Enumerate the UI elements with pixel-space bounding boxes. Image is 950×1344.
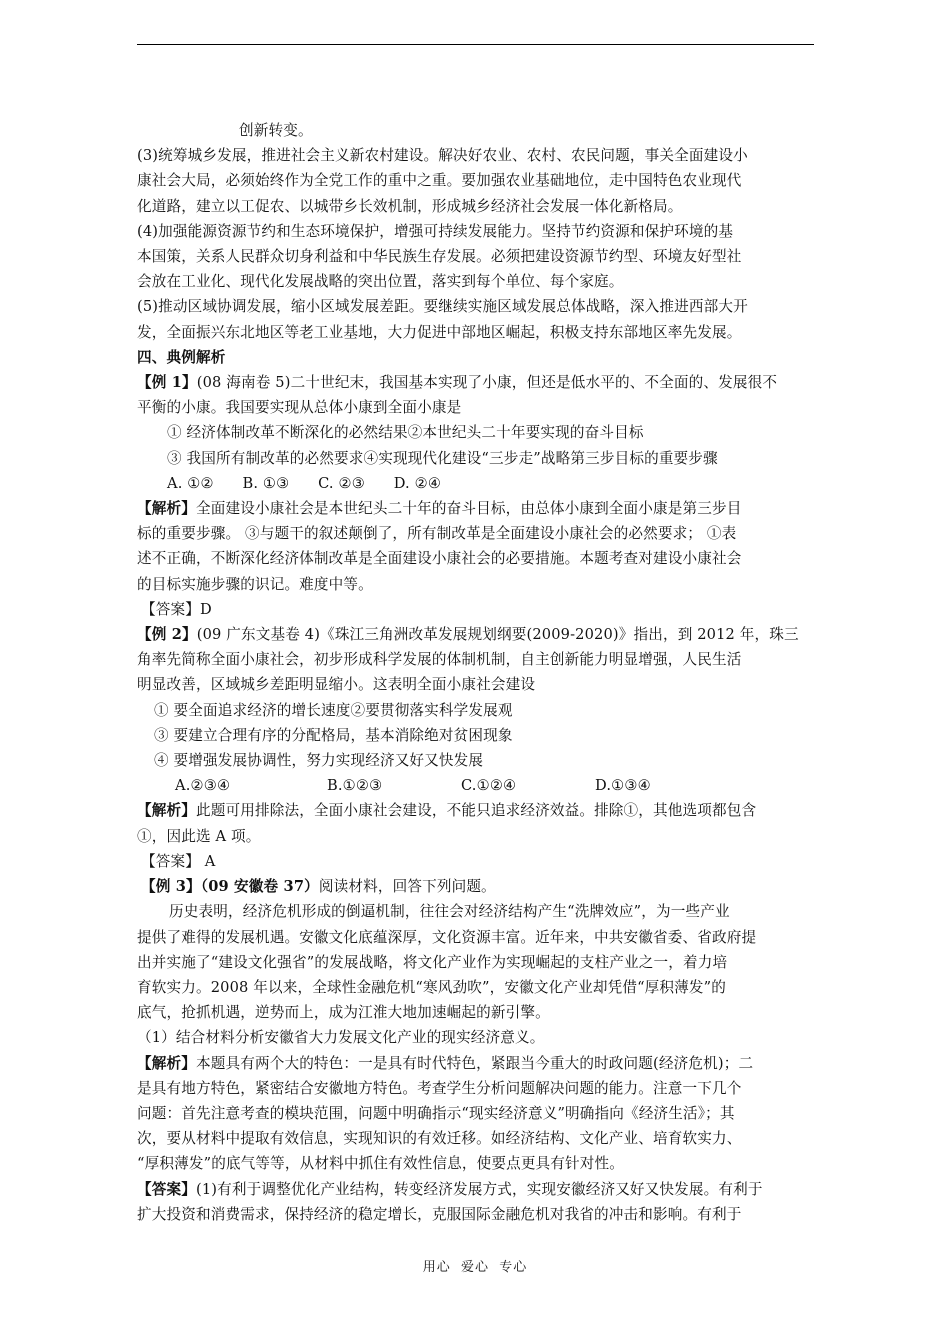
example-1-line <box>137 370 817 395</box>
text-line: 是具有地方特色，紧密结合安徽地方特色。考查学生分析问题解决问题的能力。注意一下几个 <box>137 1079 742 1097</box>
section-heading: 四、典例解析 <box>137 348 226 366</box>
answer-label: 【答案】 <box>137 1180 196 1198</box>
text-line: 本国策，关系人民群众切身利益和中华民族生存发展。必须把建设资源节约型、环境友好型社 <box>137 248 742 266</box>
analysis-text: 全面建设小康社会是本世纪头二十年的奋斗目标，由总体小康到全面小康是第三步目 <box>195 500 742 518</box>
text-line: 创新转变。 <box>239 122 313 139</box>
text-line: 化道路，建立以工促农、以城带乡长效机制，形成城乡经济社会发展一体化新格局。 <box>137 197 683 215</box>
example-text: (09 广东文基卷 4)《珠江三角洲改革发展规划纲要(2009-2020)》指出，到 2012 年，珠三 <box>196 626 799 644</box>
example-text: (08 海南卷 5)二十世纪末，我国基本实现了小康，但还是低水平的、不全面的、发展很不 <box>196 374 778 392</box>
text-line: 出并实施了“建设文化强省”的发展战略，将文化产业作为实现崛起的支柱产业之一，着力培 <box>137 953 728 971</box>
option-line: ① 经济体制改革不断深化的必然结果②本世纪头二十年要实现的奋斗目标 <box>167 424 644 442</box>
analysis-line <box>137 1051 817 1076</box>
choice-c: C.①②④ <box>461 777 517 795</box>
answer-line: 【答案】 A <box>141 852 216 870</box>
example-3-line <box>137 874 817 899</box>
text-line: (5)推动区域协调发展，缩小区域发展差距。要继续实施区域发展总体战略，深入推进西部大开 <box>137 298 748 316</box>
text-line: 提供了难得的发展机遇。安徽文化底蕴深厚，文化资源丰富。近年来，中共安徽省委、省政府提 <box>137 928 757 946</box>
analysis-text: 本题具有两个大的特色：一是具有时代特色，紧跟当今重大的时政问题(经济危机)；二 <box>195 1054 754 1072</box>
example-2-line <box>137 622 817 647</box>
option-line: ① 要全面追求经济的增长速度②要贯彻落实科学发展观 <box>154 701 513 719</box>
text-line: 的目标实施步骤的识记。难度中等。 <box>137 575 373 593</box>
choices-line <box>137 773 817 798</box>
text-line: “厚积薄发”的底气等等，从材料中抓住有效性信息，使要点更具有针对性。 <box>137 1155 625 1173</box>
text-line: 育软实力。2008 年以来，全球性金融危机“寒风劲吹”，安徽文化产业却凭借“厚积薄发”的 <box>137 978 727 996</box>
choice-d: D.①③④ <box>595 777 651 795</box>
text-line: 平衡的小康。我国要实现从总体小康到全面小康是 <box>137 399 462 417</box>
answer-line: 【答案】D <box>141 600 212 618</box>
option-line: ④ 要增强发展协调性，努力实现经济又好又快发展 <box>154 752 484 770</box>
text-line: 发，全面振兴东北地区等老工业基地，大力促进中部地区崛起，积极支持东部地区率先发展。 <box>137 323 742 341</box>
text-line: (3)统筹城乡发展，推进社会主义新农村建设。解决好农业、农村、农民问题，事关全面建设小 <box>137 147 748 165</box>
text-line: 标的重要步骤。 ③与题干的叙述颠倒了，所有制改革是全面建设小康社会的必然要求； ①表 <box>137 525 737 543</box>
text-line: 次，要从材料中提取有效信息，实现知识的有效迁移。如经济结构、文化产业、培育软实力、 <box>137 1130 742 1148</box>
text-line: 康社会大局，必须始终作为全党工作的重中之重。要加强农业基础地位，走中国特色农业现代 <box>137 172 742 190</box>
text-line: 角率先简称全面小康社会，初步形成科学发展的体制机制，自主创新能力明显增强，人民生活 <box>137 651 742 669</box>
text-line: 扩大投资和消费需求，保持经济的稳定增长，克服国际金融危机对我省的冲击和影响。有利于 <box>137 1205 742 1223</box>
text-line: 述不正确，不断深化经济体制改革是全面建设小康社会的必要措施。本题考查对建设小康社会 <box>137 550 742 568</box>
document-body <box>137 118 817 1227</box>
choice-b: B.①②③ <box>327 777 383 795</box>
analysis-line <box>137 798 817 823</box>
text-line: 历史表明，经济危机形成的倒逼机制，往往会对经济结构产生“洗牌效应”，为一些产业 <box>169 903 730 921</box>
analysis-line <box>137 496 817 521</box>
text-line: 问题：首先注意考查的模块范围，问题中明确指示“现实经济意义”明确指向《经济生活》；其 <box>137 1104 735 1122</box>
example-text: 阅读材料，回答下列问题。 <box>318 878 496 896</box>
option-line: ③ 要建立合理有序的分配格局，基本消除绝对贫困现象 <box>154 726 513 744</box>
answer-text: (1)有利于调整优化产业结构，转变经济发展方式，实现安徽经济又好又快发展。有利于 <box>195 1180 763 1198</box>
text-line: 明显改善，区域城乡差距明显缩小。这表明全面小康社会建设 <box>137 676 536 694</box>
text-line: ①，因此选 A 项。 <box>137 827 261 845</box>
analysis-label: 【解析】 <box>137 500 196 518</box>
example-label: 【例 1】 <box>137 374 197 392</box>
choice-a: A.②③④ <box>175 777 231 795</box>
page-footer: 用心 爱心 专心 <box>422 1260 528 1275</box>
text-line: (4)加强能源资源节约和生态环境保护，增强可持续发展能力。坚持节约资源和保护环境的基 <box>137 222 734 240</box>
analysis-text: 此题可用排除法，全面小康社会建设，不能只追求经济效益。排除①，其他选项都包含 <box>195 802 757 820</box>
option-line: ③ 我国所有制改革的必然要求④实现现代化建设“三步走”战略第三步目标的重要步骤 <box>167 449 718 467</box>
text-line: 底气，抢抓机遇，逆势而上，成为江淮大地加速崛起的新引擎。 <box>137 1004 550 1022</box>
choices-line: A. ①② B. ①③ C. ②③ D. ②④ <box>167 474 442 492</box>
question-line: （1）结合材料分析安徽省大力发展文化产业的现实经济意义。 <box>137 1029 545 1047</box>
example-label: 【例 2】 <box>137 626 197 644</box>
header-rule <box>137 44 814 45</box>
answer-line <box>137 1177 817 1202</box>
analysis-label: 【解析】 <box>137 802 196 820</box>
analysis-label: 【解析】 <box>137 1054 196 1072</box>
example-label: 【例 3】（09 安徽卷 37） <box>141 878 319 896</box>
text-line: 会放在工业化、现代化发展战略的突出位置，落实到每个单位、每个家庭。 <box>137 273 624 291</box>
